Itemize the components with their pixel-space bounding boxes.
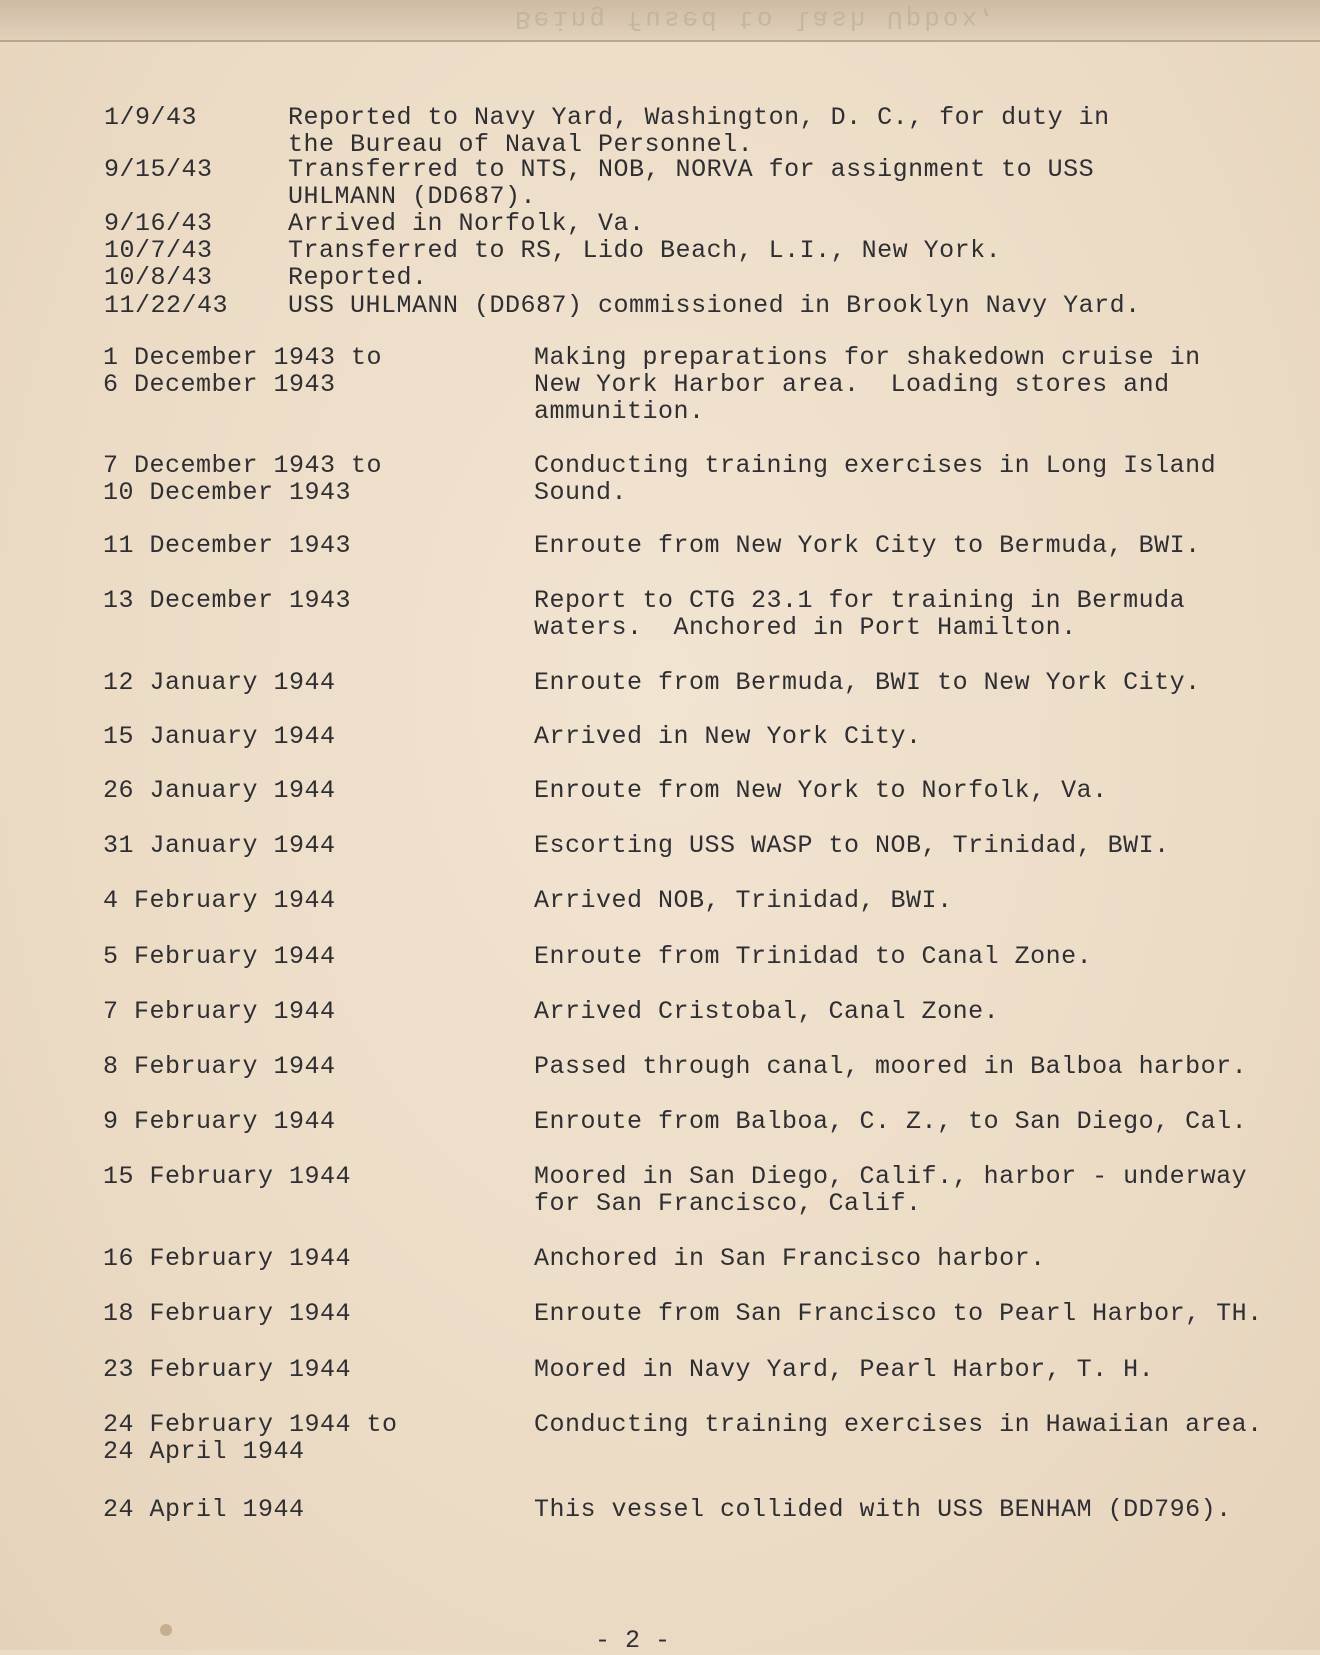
log-entry-date: 23 February 1944 <box>103 1355 352 1384</box>
early-entry-text: Transferred to NTS, NOB, NORVA for assignment to USS <box>288 155 1095 184</box>
log-entry-date: 9 February 1944 <box>103 1107 336 1136</box>
log-entry-date: 13 December 1943 <box>103 586 352 615</box>
page-number: - 2 - <box>595 1626 671 1655</box>
log-entry-date: 6 December 1943 <box>103 370 336 399</box>
early-entry-text: USS UHLMANN (DD687) commissioned in Brooklyn Navy Yard. <box>288 291 1141 320</box>
early-entry-date: 9/16/43 <box>104 209 213 238</box>
log-entry-description: Moored in Navy Yard, Pearl Harbor, T. H. <box>534 1355 1155 1384</box>
log-entry-date: 7 February 1944 <box>103 997 336 1026</box>
log-entry-description: Arrived NOB, Trinidad, BWI. <box>534 886 953 915</box>
log-entry-description: Enroute from Bermuda, BWI to New York City. <box>534 668 1201 697</box>
early-entry-text: Arrived in Norfolk, Va. <box>288 209 645 238</box>
ink-smudge <box>160 1624 172 1636</box>
log-entry-date: 11 December 1943 <box>103 531 352 560</box>
log-entry-description: Conducting training exercises in Hawaiian area. <box>534 1410 1263 1439</box>
early-entry-date: 11/22/43 <box>104 291 229 320</box>
log-entry-date: 7 December 1943 to <box>103 451 383 480</box>
log-entry-description: Making preparations for shakedown cruise in <box>534 343 1201 372</box>
early-entry-date: 10/8/43 <box>104 263 213 292</box>
log-entry-description: This vessel collided with USS BENHAM (DD796). <box>534 1495 1232 1524</box>
early-entry-text: Reported. <box>288 263 428 292</box>
log-entry-date: 1 December 1943 to <box>103 343 383 372</box>
log-entry-date: 24 April 1944 <box>103 1495 305 1524</box>
early-entry-date: 1/9/43 <box>104 103 198 132</box>
log-entry-description: Passed through canal, moored in Balboa harbor. <box>534 1052 1248 1081</box>
early-entry-text: the Bureau of Naval Personnel. <box>288 130 754 159</box>
early-entry-text: UHLMANN (DD687). <box>288 182 537 211</box>
log-entry-description: waters. Anchored in Port Hamilton. <box>534 613 1077 642</box>
log-entry-date: 10 December 1943 <box>103 478 352 507</box>
log-entry-description: Escorting USS WASP to NOB, Trinidad, BWI. <box>534 831 1170 860</box>
log-entry-description: Arrived Cristobal, Canal Zone. <box>534 997 1000 1026</box>
log-entry-date: 16 February 1944 <box>103 1244 352 1273</box>
log-entry-description: Enroute from New York City to Bermuda, BWI. <box>534 531 1201 560</box>
bleed-through-text: Being fused to lash Upbox, <box>515 4 999 34</box>
log-entry-date: 24 April 1944 <box>103 1437 305 1466</box>
log-entry-date: 8 February 1944 <box>103 1052 336 1081</box>
previous-page-edge <box>0 0 1320 42</box>
log-entry-date: 18 February 1944 <box>103 1299 352 1328</box>
log-entry-description: Enroute from New York to Norfolk, Va. <box>534 776 1108 805</box>
log-entry-date: 24 February 1944 to <box>103 1410 398 1439</box>
early-entry-date: 10/7/43 <box>104 236 213 265</box>
log-entry-date: 4 February 1944 <box>103 886 336 915</box>
log-entry-description: Anchored in San Francisco harbor. <box>534 1244 1046 1273</box>
log-entry-description: ammunition. <box>534 397 705 426</box>
log-entry-description: Enroute from Balboa, C. Z., to San Diego, Cal. <box>534 1107 1248 1136</box>
log-entry-description: Sound. <box>534 478 628 507</box>
log-entry-date: 12 January 1944 <box>103 668 336 697</box>
log-entry-description: Moored in San Diego, Calif., harbor - underway <box>534 1162 1248 1191</box>
log-entry-description: Report to CTG 23.1 for training in Bermuda <box>534 586 1186 615</box>
log-entry-description: New York Harbor area. Loading stores and <box>534 370 1170 399</box>
log-entry-description: Arrived in New York City. <box>534 722 922 751</box>
log-entry-date: 26 January 1944 <box>103 776 336 805</box>
log-entry-description: for San Francisco, Calif. <box>534 1189 922 1218</box>
log-entry-description: Conducting training exercises in Long Island <box>534 451 1217 480</box>
early-entry-text: Transferred to RS, Lido Beach, L.I., New York. <box>288 236 1002 265</box>
log-entry-description: Enroute from San Francisco to Pearl Harbor, TH. <box>534 1299 1263 1328</box>
document-page <box>0 42 1320 1655</box>
log-entry-description: Enroute from Trinidad to Canal Zone. <box>534 942 1093 971</box>
early-entry-date: 9/15/43 <box>104 155 213 184</box>
early-entry-text: Reported to Navy Yard, Washington, D. C., for duty in <box>288 103 1110 132</box>
log-entry-date: 15 January 1944 <box>103 722 336 751</box>
log-entry-date: 31 January 1944 <box>103 831 336 860</box>
log-entry-date: 15 February 1944 <box>103 1162 352 1191</box>
log-entry-date: 5 February 1944 <box>103 942 336 971</box>
